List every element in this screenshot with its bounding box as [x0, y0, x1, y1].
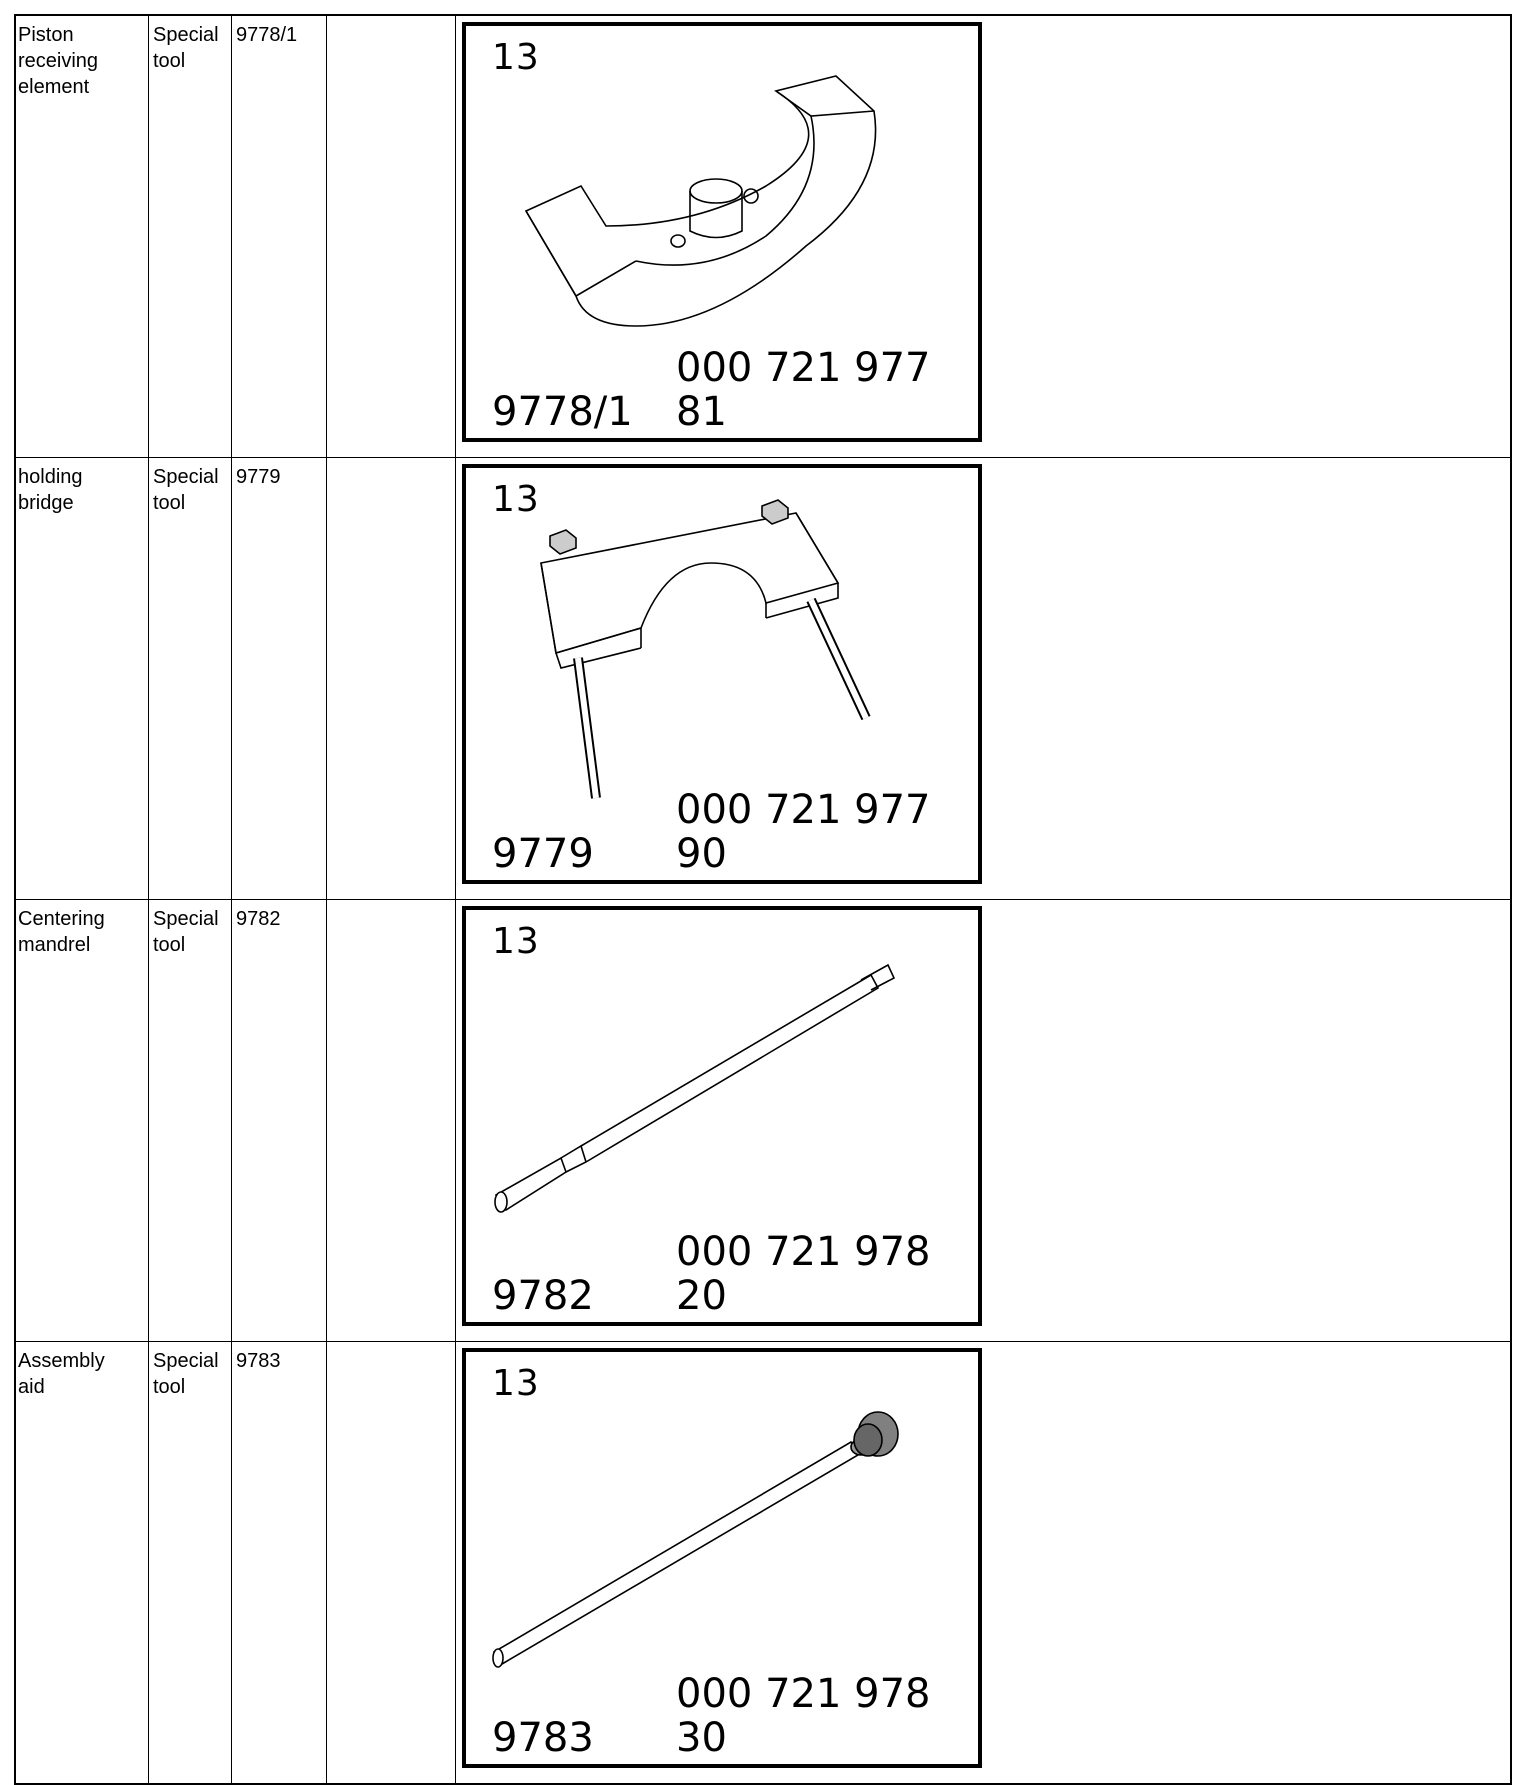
figure-tool-code: 9782 — [492, 1273, 594, 1319]
tool-name-cell — [15, 1342, 149, 1785]
tool-name: Assembly aid — [18, 1350, 105, 1398]
tool-illustration — [462, 1348, 982, 1768]
tool-type: Special tool — [153, 908, 219, 956]
tool-type-cell — [149, 458, 232, 900]
empty-cell — [327, 15, 456, 458]
illustration-cell — [456, 458, 1512, 900]
empty-cell — [327, 900, 456, 1342]
tool-type-cell — [149, 1342, 232, 1785]
tool-illustration — [462, 464, 982, 884]
empty-cell — [327, 458, 456, 900]
tool-type-cell — [149, 900, 232, 1342]
tool-number: 9782 — [236, 908, 281, 930]
illustration-cell — [456, 1342, 1512, 1785]
tool-number: 9779 — [236, 466, 281, 488]
figure-sheet-number: 13 — [492, 479, 540, 520]
table-row — [15, 15, 1511, 458]
tool-illustration — [462, 906, 982, 1326]
table-row — [15, 900, 1511, 1342]
figure-tool-code: 9779 — [492, 831, 594, 877]
figure-sheet-number: 13 — [492, 921, 540, 962]
tool-type: Special tool — [153, 24, 219, 72]
table-row — [15, 458, 1511, 900]
figure-tool-code: 9778/1 — [492, 389, 633, 435]
figure-part-number: 000 721 977 81 — [676, 345, 931, 435]
tool-name-cell — [15, 15, 149, 458]
tool-type: Special tool — [153, 1350, 219, 1398]
tool-number-cell — [232, 1342, 327, 1785]
tool-name: Centering mandrel — [18, 908, 105, 956]
figure-tool-code: 9783 — [492, 1715, 594, 1761]
empty-cell — [327, 1342, 456, 1785]
illustration-cell — [456, 15, 1512, 458]
table-row — [15, 1342, 1511, 1785]
tool-number-cell — [232, 15, 327, 458]
tool-name: Piston receiving element — [18, 24, 99, 98]
figure-part-number: 000 721 978 30 — [676, 1671, 931, 1761]
tool-type-cell — [149, 15, 232, 458]
tool-name-cell — [15, 900, 149, 1342]
tool-number-cell — [232, 458, 327, 900]
tool-illustration — [462, 22, 982, 442]
tool-number-cell — [232, 900, 327, 1342]
special-tools-table — [14, 14, 1512, 1785]
figure-sheet-number: 13 — [492, 1363, 540, 1404]
figure-part-number: 000 721 977 90 — [676, 787, 931, 877]
figure-sheet-number: 13 — [492, 37, 540, 78]
tool-type: Special tool — [153, 466, 219, 514]
tool-number: 9783 — [236, 1350, 281, 1372]
tool-name: holding bridge — [18, 466, 83, 514]
illustration-cell — [456, 900, 1512, 1342]
tool-number: 9778/1 — [236, 24, 298, 46]
figure-part-number: 000 721 978 20 — [676, 1229, 931, 1319]
tool-name-cell — [15, 458, 149, 900]
